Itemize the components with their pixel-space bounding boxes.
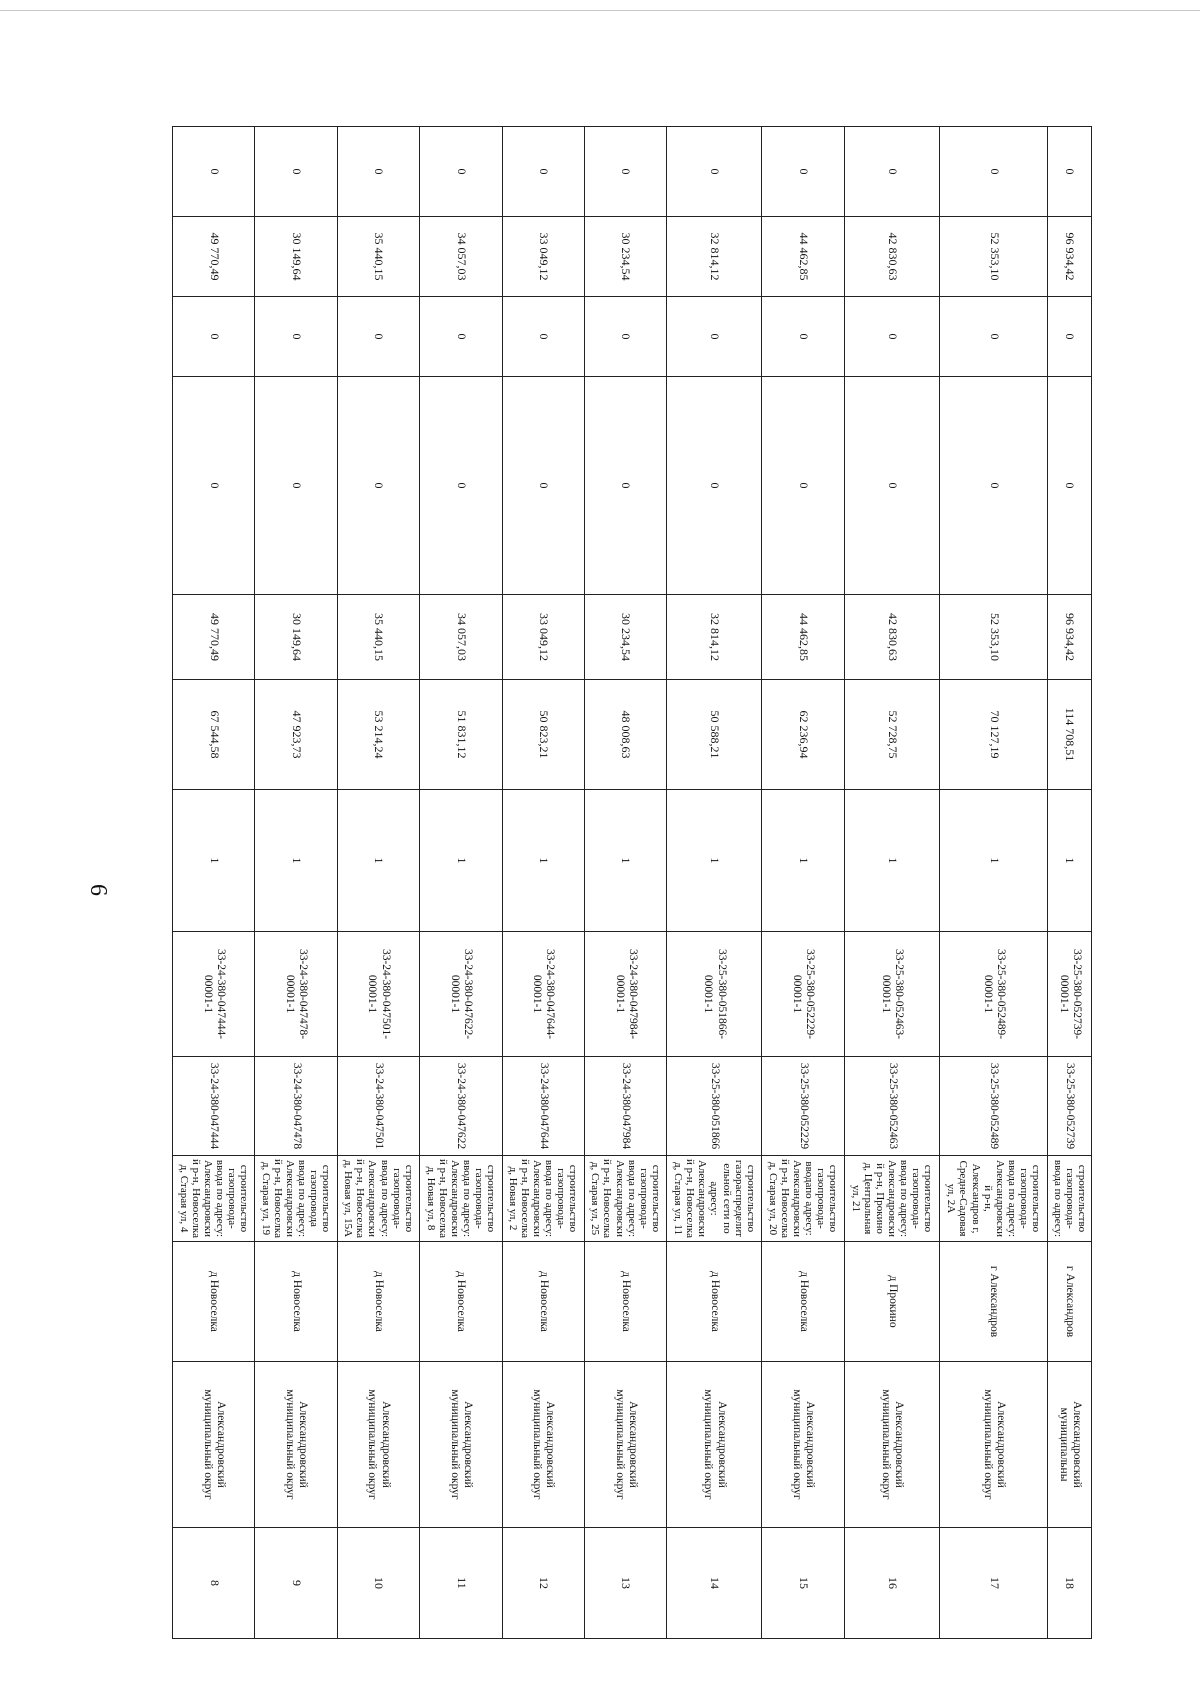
amount-cell: 42 830,63 (844, 595, 939, 680)
amount-cell: 35 440,15 (337, 595, 419, 680)
quantity-cell: 1 (255, 790, 337, 932)
zero-cell: 0 (255, 377, 337, 595)
amount-cell: 32 814,12 (667, 595, 762, 680)
code-cell: 33-25-380-052463 (844, 1057, 939, 1156)
full-code-cell: 33-24-380-047501-00001-1 (337, 932, 419, 1057)
zero-cell: 0 (940, 127, 1048, 217)
zero-cell: 0 (502, 127, 584, 217)
description-cell: строительство газопровода-ввода по адресу: Александровский р-н, Новоселка д, Старая ул, 25 (584, 1156, 666, 1242)
row-number-cell: 13 (584, 1528, 666, 1639)
amount-cell: 44 462,85 (762, 595, 844, 680)
district-cell: Александровский муниципальный округ (337, 1362, 419, 1528)
total-cell: 47 923,73 (255, 680, 337, 790)
total-cell: 67 544,58 (173, 680, 255, 790)
description-cell: строительство газопровода ввода по адресу: Александровский р-н, Новоселка д, Старая ул, 19 (255, 1156, 337, 1242)
zero-cell: 0 (667, 377, 762, 595)
district-cell: Александровский муниципальный округ (667, 1362, 762, 1528)
row-number-cell: 18 (1048, 1528, 1092, 1639)
zero-cell: 0 (844, 127, 939, 217)
description-cell: строительство газопровода-ввода по адресу: Александровский р-н, Новоселка д, Старая ул, 4 (173, 1156, 255, 1242)
zero-cell: 0 (844, 297, 939, 377)
total-cell: 52 728,75 (844, 680, 939, 790)
full-code-cell: 33-25-380-052229-00001-1 (762, 932, 844, 1057)
locality-cell: д Новоселка (667, 1242, 762, 1362)
zero-cell: 0 (337, 377, 419, 595)
full-code-cell: 33-24-380-047444-00001-1 (173, 932, 255, 1057)
zero-cell: 0 (667, 297, 762, 377)
table-row (173, 127, 255, 1639)
ledger-table-container (172, 126, 1092, 1638)
amount-cell: 33 049,12 (502, 595, 584, 680)
description-cell: строительство газораспределительной сети по адресу: Александровский р-н, Новоселка д, Старая ул, 11 (667, 1156, 762, 1242)
description-cell: строительство газопровода-ввода по адресу: Александровский р-н, Новоселка д, Новая ул, 2 (502, 1156, 584, 1242)
scan-edge-line (0, 10, 1200, 11)
total-cell: 50 823,21 (502, 680, 584, 790)
locality-cell: д Новоселка (337, 1242, 419, 1362)
description-cell: строительство газопровода-ввода по адресу: Александровский р-н, Прокино д, Центральная ул, 21 (844, 1156, 939, 1242)
quantity-cell: 1 (940, 790, 1048, 932)
row-number-cell: 12 (502, 1528, 584, 1639)
code-cell: 33-24-380-047478 (255, 1057, 337, 1156)
locality-cell: г Александров (940, 1242, 1048, 1362)
district-cell: Александровский муниципальный округ (173, 1362, 255, 1528)
district-cell: Александровский муниципальный округ (762, 1362, 844, 1528)
ledger-table-body (173, 127, 1092, 1639)
amount-check-cell: 35 440,15 (337, 217, 419, 297)
quantity-cell: 1 (584, 790, 666, 932)
code-cell: 33-24-380-047444 (173, 1057, 255, 1156)
amount-check-cell: 44 462,85 (762, 217, 844, 297)
zero-cell: 0 (502, 297, 584, 377)
zero-cell: 0 (844, 377, 939, 595)
description-cell: строительство газопровода-ввода по адресу: Александровский р-н, Александров г, Средне-Садовая ул, 2А (940, 1156, 1048, 1242)
quantity-cell: 1 (502, 790, 584, 932)
amount-check-cell: 33 049,12 (502, 217, 584, 297)
table-row (420, 127, 502, 1639)
zero-cell: 0 (1048, 127, 1092, 217)
code-cell: 33-24-380-047644 (502, 1057, 584, 1156)
full-code-cell: 33-24-380-047984-00001-1 (584, 932, 666, 1057)
total-cell: 50 588,21 (667, 680, 762, 790)
amount-check-cell: 32 814,12 (667, 217, 762, 297)
full-code-cell: 33-24-380-047644-00001-1 (502, 932, 584, 1057)
zero-cell: 0 (667, 127, 762, 217)
zero-cell: 0 (337, 127, 419, 217)
full-code-cell: 33-25-380-052739-00001-1 (1048, 932, 1092, 1057)
row-number-cell: 8 (173, 1528, 255, 1639)
code-cell: 33-25-380-052489 (940, 1057, 1048, 1156)
amount-check-cell: 49 770,49 (173, 217, 255, 297)
quantity-cell: 1 (1048, 790, 1092, 932)
zero-cell: 0 (762, 377, 844, 595)
zero-cell: 0 (1048, 377, 1092, 595)
quantity-cell: 1 (337, 790, 419, 932)
district-cell: Александровский муниципальный округ (584, 1362, 666, 1528)
table-row (667, 127, 762, 1639)
ledger-table (172, 126, 1092, 1639)
amount-check-cell: 96 934,42 (1048, 217, 1092, 297)
description-cell: строительство газопровода-ввода по адресу: Александровский р-н, Новоселка д, Новая ул, 8 (420, 1156, 502, 1242)
amount-cell: 52 353,10 (940, 595, 1048, 680)
zero-cell: 0 (1048, 297, 1092, 377)
zero-cell: 0 (173, 297, 255, 377)
zero-cell: 0 (255, 297, 337, 377)
amount-check-cell: 42 830,63 (844, 217, 939, 297)
zero-cell: 0 (584, 377, 666, 595)
district-cell: Александровский муниципальны (1048, 1362, 1092, 1528)
table-row (584, 127, 666, 1639)
total-cell: 114 708,51 (1048, 680, 1092, 790)
district-cell: Александровский муниципальный округ (844, 1362, 939, 1528)
code-cell: 33-25-380-052739 (1048, 1057, 1092, 1156)
locality-cell: д Прокино (844, 1242, 939, 1362)
amount-check-cell: 30 234,54 (584, 217, 666, 297)
table-row (255, 127, 337, 1639)
quantity-cell: 1 (762, 790, 844, 932)
locality-cell: д Новоселка (420, 1242, 502, 1362)
amount-cell: 30 234,54 (584, 595, 666, 680)
code-cell: 33-24-380-047501 (337, 1057, 419, 1156)
row-number-cell: 10 (337, 1528, 419, 1639)
quantity-cell: 1 (173, 790, 255, 932)
zero-cell: 0 (255, 127, 337, 217)
row-number-cell: 14 (667, 1528, 762, 1639)
full-code-cell: 33-25-380-052489-00001-1 (940, 932, 1048, 1057)
full-code-cell: 33-24-380-047478-00001-1 (255, 932, 337, 1057)
table-row (762, 127, 844, 1639)
zero-cell: 0 (940, 377, 1048, 595)
locality-cell: д Новоселка (255, 1242, 337, 1362)
description-cell: строительство газопровода-ввода по адресу: (1048, 1156, 1092, 1242)
zero-cell: 0 (940, 297, 1048, 377)
locality-cell: д Новоселка (762, 1242, 844, 1362)
code-cell: 33-24-380-047984 (584, 1057, 666, 1156)
table-row (844, 127, 939, 1639)
code-cell: 33-25-380-051866 (667, 1057, 762, 1156)
description-cell: строительство газопровода- вводапо адресу: Александровский р-н, Новоселка д, Старая ул, 20 (762, 1156, 844, 1242)
full-code-cell: 33-25-380-052463-00001-1 (844, 932, 939, 1057)
district-cell: Александровский муниципальный округ (502, 1362, 584, 1528)
total-cell: 70 127,19 (940, 680, 1048, 790)
zero-cell: 0 (173, 127, 255, 217)
locality-cell: д Новоселка (584, 1242, 666, 1362)
zero-cell: 0 (420, 297, 502, 377)
zero-cell: 0 (762, 297, 844, 377)
locality-cell: д Новоселка (173, 1242, 255, 1362)
zero-cell: 0 (173, 377, 255, 595)
amount-cell: 96 934,42 (1048, 595, 1092, 680)
code-cell: 33-24-380-047622 (420, 1057, 502, 1156)
amount-check-cell: 52 353,10 (940, 217, 1048, 297)
amount-check-cell: 34 057,03 (420, 217, 502, 297)
row-number-cell: 16 (844, 1528, 939, 1639)
district-cell: Александровский муниципальный округ (420, 1362, 502, 1528)
code-cell: 33-25-380-052229 (762, 1057, 844, 1156)
zero-cell: 0 (762, 127, 844, 217)
zero-cell: 0 (337, 297, 419, 377)
amount-cell: 49 770,49 (173, 595, 255, 680)
row-number-cell: 9 (255, 1528, 337, 1639)
row-number-cell: 17 (940, 1528, 1048, 1639)
district-cell: Александровский муниципальный округ (940, 1362, 1048, 1528)
row-number-cell: 11 (420, 1528, 502, 1639)
description-cell: строительство газопровода-ввода по адресу: Александровский р-н, Новоселка д, Новая ул, 15А (337, 1156, 419, 1242)
table-row (337, 127, 419, 1639)
total-cell: 62 236,94 (762, 680, 844, 790)
locality-cell: г Александров (1048, 1242, 1092, 1362)
page-number: 6 (85, 884, 111, 896)
quantity-cell: 1 (667, 790, 762, 932)
total-cell: 51 831,12 (420, 680, 502, 790)
amount-cell: 34 057,03 (420, 595, 502, 680)
amount-cell: 30 149,64 (255, 595, 337, 680)
quantity-cell: 1 (844, 790, 939, 932)
table-row (502, 127, 584, 1639)
total-cell: 53 214,24 (337, 680, 419, 790)
total-cell: 48 008,63 (584, 680, 666, 790)
table-row (1048, 127, 1092, 1639)
zero-cell: 0 (584, 127, 666, 217)
quantity-cell: 1 (420, 790, 502, 932)
zero-cell: 0 (420, 377, 502, 595)
district-cell: Александровский муниципальный округ (255, 1362, 337, 1528)
locality-cell: д Новоселка (502, 1242, 584, 1362)
table-row (940, 127, 1048, 1639)
zero-cell: 0 (584, 297, 666, 377)
amount-check-cell: 30 149,64 (255, 217, 337, 297)
full-code-cell: 33-25-380-051866-00001-1 (667, 932, 762, 1057)
full-code-cell: 33-24-380-047622-00001-1 (420, 932, 502, 1057)
row-number-cell: 15 (762, 1528, 844, 1639)
zero-cell: 0 (502, 377, 584, 595)
zero-cell: 0 (420, 127, 502, 217)
